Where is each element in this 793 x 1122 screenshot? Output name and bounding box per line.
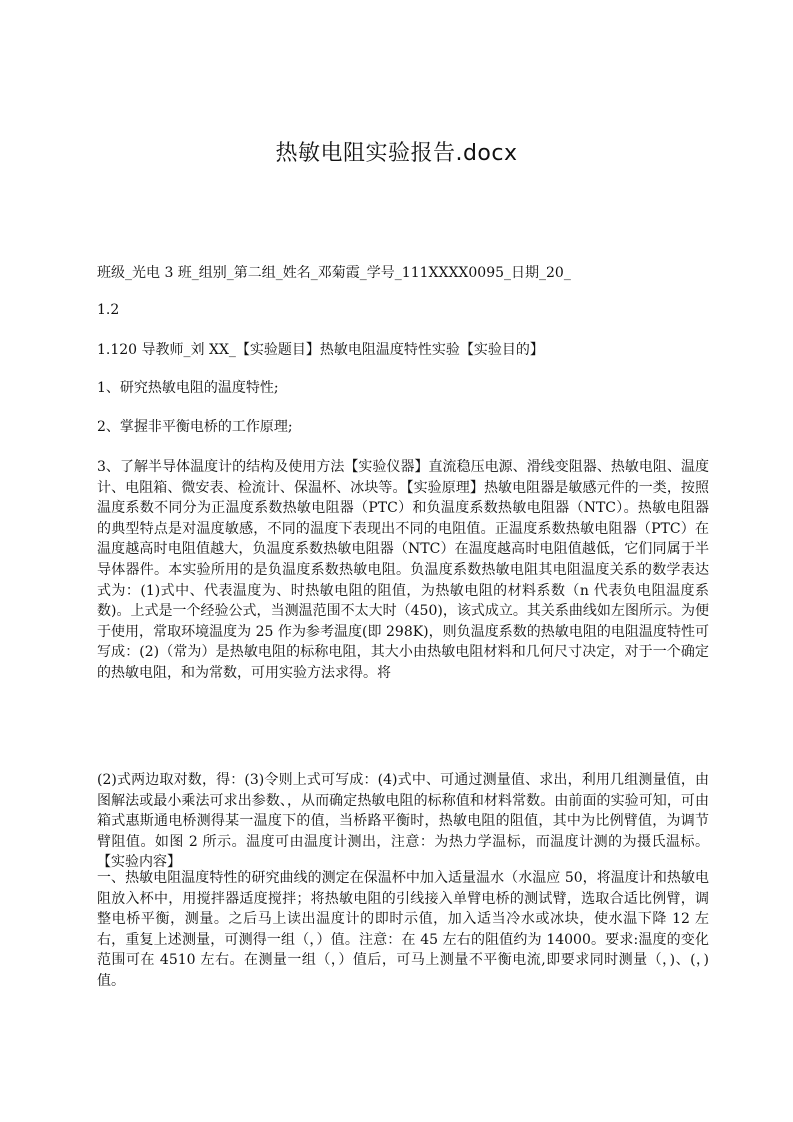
date-continuation: 1.2 xyxy=(97,302,120,318)
principle-paragraph: 3、了解半导体温度计的结构及使用方法【实验仪器】直流稳压电源、滑线变阻器、热敏电阻、温度计、电阻箱、微安表、检流计、保温杯、冰块等。【实验原理】热敏电阻器是敏感元件的一类，按照温度系数不同分为正温度系数热敏电阻器（PTC）和负温度系数热敏电阻器（NTC）。热敏电阻器的典型特点是对温度敏感，不同的温度下表现出不同的电阻值。正温度系数热敏电阻器（PTC）在温度越高时电阻值越大，负温度系数热敏电阻器（NTC）在温度越高时电阻值越低，它们同属于半导体器件。本实验所用的是负温度系数热敏电阻。负温度系数热敏电阻其电阻温度关系的数学表达式为：(1)式中、代表温度为、时热敏电阻的阻值，为热敏电阻的材料系数（n 代表负电阻温度系数)。上式是一个经验公式，当测温范围不太大时（450)，该式成立。其关系曲线如左图所示。为便于使用，常取环境温度为 25 作为参考温度(即 298K)，则负温度系数的热敏电阻的电阻温度特性可写成：(2)（常为）是热敏电阻的标称电阻，其大小由热敏电阻材料和几何尺寸决定，对于一个确定的热敏电阻，和为常数，可用实验方法求得。将 xyxy=(97,459,709,681)
document-title: 热敏电阻实验报告.docx xyxy=(275,141,518,166)
experiment-content-paragraph: 一、热敏电阻温度特性的研究曲线的测定在保温杯中加入适量温水（水温应 50，将温度计和热敏电阻放入杯中，用搅拌器适度搅拌；将热敏电阻的引线接入单臂电桥的测试臂，选取合适比例臂，调整电桥平衡，测量。之后马上读出温度计的即时示值，加入适当冷水或冰块，使水温下降 12 左右，重复上述测量，可测得一组（，）值。注意：在 45 左右的阻值约为 14000。要求:温度的变化范围可在 4510 左右。在测量一组（，）值后，可马上测量不平衡电流,即要求同时测量（，)、(，) 值。 xyxy=(97,870,709,989)
logarithm-paragraph: (2)式两边取对数，得：(3)令则上式可写成：(4)式中、可通过测量值、求出，利用几组测量值，由图解法或最小乘法可求出参数、，从而确定热敏电阻的标称值和材料常数。由前面的实验可知，可由箱式惠斯通电桥测得某一温度下的值，当桥路平衡时，热敏电阻的阻值，其中为比例臂值，为调节臂阻值。如图 2 所示。温度可由温度计测出，注意：为热力学温标，而温度计测的为摄氏温标。【实验内容】 xyxy=(97,772,709,871)
teacher-and-title-line: 1.120 导教师_刘 XX_【实验题目】热敏电阻温度特性实验【实验目的】 xyxy=(97,342,544,358)
purpose-item-1: 1、研究热敏电阻的温度特性; xyxy=(97,380,279,396)
student-info-line: 班级_光电 3 班_组别_第二组_姓名_邓菊霞_学号_111XXXX0095_日期_20_ xyxy=(97,265,571,281)
purpose-item-2: 2、掌握非平衡电桥的工作原理; xyxy=(97,419,293,435)
